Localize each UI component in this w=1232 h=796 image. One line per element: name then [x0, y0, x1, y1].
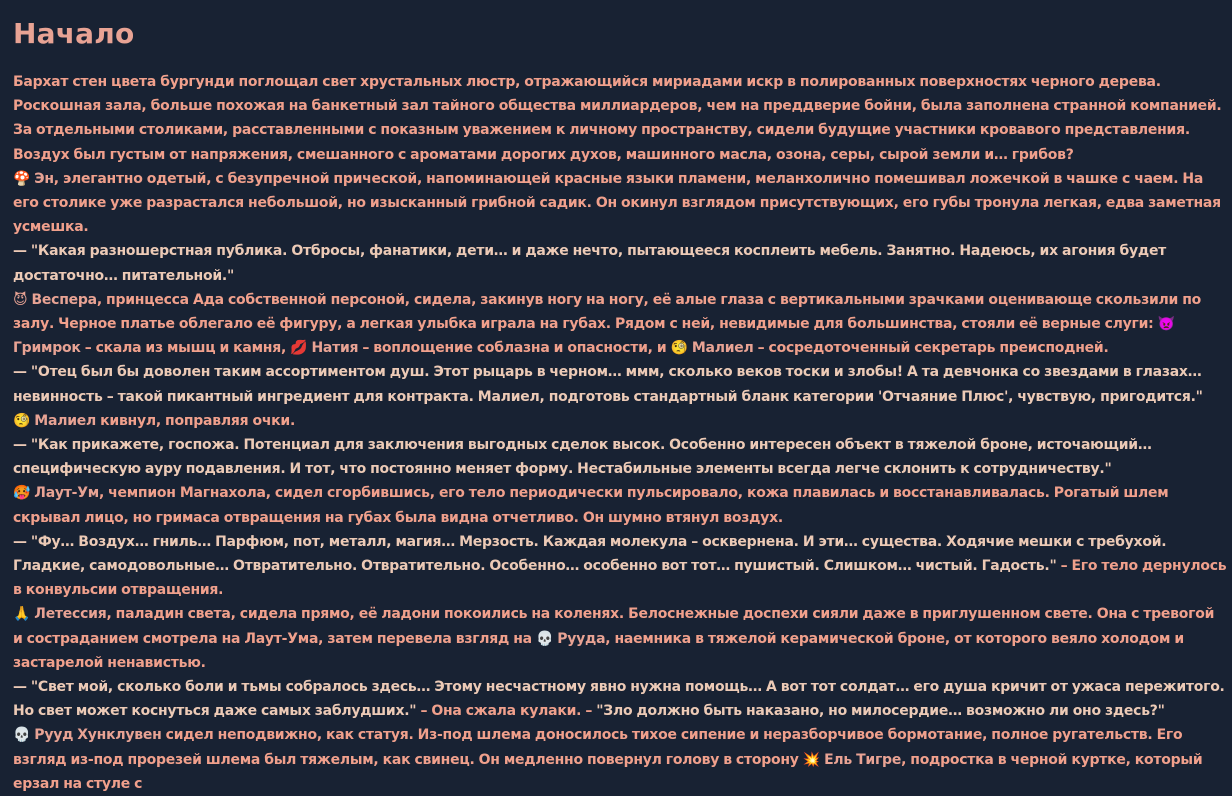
emoji-icon: 🙏: [13, 606, 31, 623]
emoji-icon: 😈: [13, 291, 28, 308]
page-title: Начало: [13, 17, 135, 50]
narration-text: , подростка в черной куртке, который ерзал на стуле с: [13, 751, 1203, 792]
character-name: Рууд Хунклувен: [30, 727, 162, 744]
paragraph: [13, 602, 1227, 675]
paragraph: [13, 239, 1227, 287]
paragraph: [13, 530, 1227, 603]
character-name: Эн: [30, 170, 54, 187]
dialogue-text: — "Какая разношерстная публика. Отбросы, фанатики, дети… и даже нечто, пытающееся косплеить мебель. Занятно. Надеюсь, их агония будет достаточно… питательной.": [13, 243, 1167, 284]
character-name: Натия: [307, 340, 359, 357]
dialogue-text: "Зло должно быть наказано, но милосердие… возможно ли оно здесь?": [596, 703, 1165, 720]
paragraph: [13, 360, 1227, 408]
narration-text: – скала из мышц и камня,: [80, 340, 291, 357]
dialogue-text: — "Отец был бы доволен таким ассортиментом душ. Этот рыцарь в черном… ммм, сколько веков тоски и злобы! А та девчонка со звездами в глазах… невинность – такой пикантный ингредиент для контракта. Малиел, подготовь стандартный бланк категории 'Отчаяние Плюс', чувствую, пригодится.": [13, 364, 1203, 405]
narration-text: кивнул, поправляя очки.: [96, 412, 296, 429]
narration-text: , паладин света, сидела прямо, её ладони покоились на коленях. Белоснежные доспехи сияли даже в приглушенном свете. Она с тревогой и состраданием смотрела на Лаут-Ума, затем перевела взгляд на: [13, 606, 1215, 647]
narration-text: – воплощение соблазна и опасности, и: [358, 340, 671, 357]
document-page: [13, 0, 1227, 796]
paragraph: [13, 288, 1227, 361]
paragraph: [13, 723, 1227, 796]
paragraph: [13, 70, 1227, 167]
character-name: Рууда: [553, 630, 606, 647]
dialogue-text: — "Свет мой, сколько боли и тьмы собралось здесь… Этому несчастному явно нужна помощь… А вот тот солдат… его душа кричит от ужаса пережитого. Но свет может коснуться даже самых заблудших.": [13, 679, 1225, 720]
character-name: Ель Тигре: [819, 751, 902, 768]
narration-text: , наемника в тяжелой керамической броне, от которого веяло холодом и застарелой ненавистью.: [13, 630, 1184, 671]
emoji-icon: 💋: [290, 340, 308, 357]
narration-text: – сосредоточенный секретарь преисподней.: [753, 340, 1109, 357]
emoji-icon: 🧐: [670, 340, 688, 357]
paragraph: [13, 481, 1227, 529]
character-name: Гримрок: [13, 340, 81, 357]
emoji-icon: 🍄: [13, 170, 31, 187]
emoji-icon: 👿: [1157, 316, 1175, 333]
character-name: Веспера: [27, 291, 97, 308]
paragraph: [13, 167, 1227, 240]
emoji-icon: 🧐: [13, 412, 31, 429]
paragraph: [13, 409, 1227, 433]
character-name: Малиел: [687, 340, 754, 357]
narration-text: , принцесса Ада собственной персоной, сидела, закинув ногу на ногу, её алые глаза с вертикальными зрачками оценивающе скользили по залу. Черное платье облегало её фигуру, а легкая улыбка играла на губах. Рядом с ней, невидимые для большинства, стояли её верные слуги:: [13, 291, 1202, 333]
emoji-icon: 🥵: [13, 485, 31, 502]
narration-text: – Она сжала кулаки. –: [416, 703, 597, 720]
narration-text: Бархат стен цвета бургунди поглощал свет хрустальных люстр, отражающийся мириадами искр в полированных поверхностях черного дерева. Роскошная зала, больше похожая на банкетный зал тайного общества миллиардеров, чем на преддверие бойни, была заполнена странной компанией. За отдельными столиками, расставленными с показным уважением к личному пространству, сидели будущие участники кровавого представления. Воздух был густым от напряжения, смешанного с ароматами дорогих духов, машинного масла, озона, серы, сырой земли и… грибов?: [13, 74, 1222, 163]
narration-text: – Его тело дернулось в конвульсии отвращения.: [13, 558, 1227, 599]
dialogue-text: — "Фу… Воздух… гниль… Парфюм, пот, металл, магия… Мерзость. Каждая молекула – осквернена. И эти… существа. Ходячие мешки с требухой. Гладкие, самодовольные… Отвратительно. Отвратительно. Особенно… особенно вот тот… пушистый. Слишком… чистый. Гадость.": [13, 533, 1167, 575]
narration-text: сидел неподвижно, как статуя. Из-под шлема доносилось тихое сипение и неразборчивое бормотание, полное ругательств. Его взгляд из-под прорезей шлема был тяжелым, как свинец. Он медленно повернул голову в сторону: [13, 727, 1183, 768]
character-name: Лаут-Ум: [30, 485, 99, 502]
paragraph: [13, 675, 1227, 723]
emoji-icon: 💥: [802, 751, 820, 768]
character-name: Летессия: [30, 606, 107, 623]
narration-text: , элегантно одетый, с безупречной прической, напоминающей красные языки пламени, меланхолично помешивал ложечкой в чашке с чаем. На его столике уже разрастался небольшой, но изысканный грибной садик. Он окинул взглядом присутствующих, его губы тронула легкая, едва заметная усмешка.: [13, 170, 1221, 236]
character-name: Малиел: [30, 412, 97, 429]
emoji-icon: 💀: [13, 727, 31, 744]
dialogue-text: — "Как прикажете, госпожа. Потенциал для заключения выгодных сделок высок. Особенно интересен объект в тяжелой броне, источающий… специфическую ауру подавления. И тот, что постоянно меняет форму. Нестабильные элементы всегда легче склонить к сотрудничеству.": [13, 437, 1152, 478]
paragraph: [13, 433, 1227, 481]
emoji-icon: 💀: [535, 630, 554, 647]
story-text: [13, 70, 1227, 796]
narration-text: , чемпион Магнахола, сидел сгорбившись, его тело периодически пульсировало, кожа плавилась и восстанавливалась. Рогатый шлем скрывал лицо, но гримаса отвращения на губах была видна отчетливо. Он шумно втянул воздух.: [13, 485, 1169, 526]
